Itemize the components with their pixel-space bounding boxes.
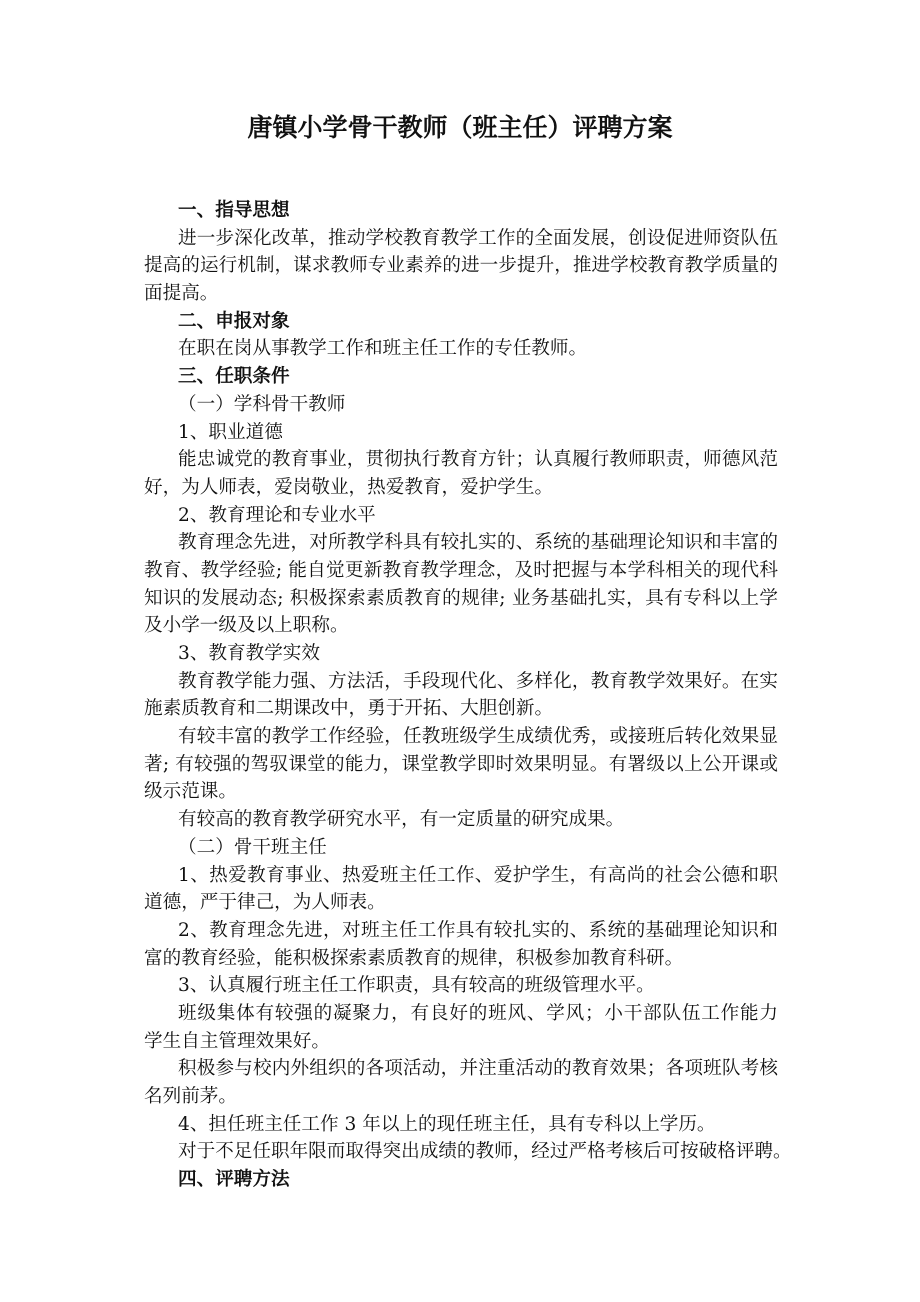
- paragraph: [144, 640, 778, 668]
- text-line: 级示范课。: [144, 781, 237, 803]
- text-line: 提高的运行机制，谋求教师专业素养的进一步提升，推进学校教育教学质量的: [144, 255, 778, 277]
- paragraph: [144, 806, 778, 834]
- paragraph: [144, 446, 778, 501]
- text-line: 著; 有较强的驾驭课堂的能力，课堂教学即时效果明显。有署级以上公开课或: [144, 753, 778, 775]
- text-line: 对于不足任职年限而取得突出成绩的教师，经过严格考核后可按破格评聘。: [178, 1141, 792, 1163]
- paragraph: [144, 862, 778, 917]
- paragraph: [144, 529, 778, 640]
- text-line: 积极参与校内外组织的各项活动，并注重活动的教育效果；各项班队考核: [178, 1058, 778, 1080]
- text-line: 教育教学能力强、方法活，手段现代化、多样化，教育教学效果好。在实: [178, 670, 778, 692]
- text-line: 2、教育理论和专业水平: [178, 504, 376, 526]
- text-line: 有较丰富的教学工作经验，任教班级学生成绩优秀，或接班后转化效果显: [178, 726, 778, 748]
- text-line: 学生自主管理效果好。: [144, 1030, 330, 1052]
- text-line: 三、任职条件: [178, 366, 290, 388]
- text-line: 施素质教育和二期课改中，勇于开拓、大胆创新。: [144, 698, 554, 720]
- text-line: 教育理念先进，对所教学科具有较扎实的、系统的基础理论知识和丰富的: [178, 532, 778, 554]
- text-line: 进一步深化改革，推动学校教育教学工作的全面发展，创设促进师资队伍: [178, 227, 778, 249]
- paragraph: [144, 391, 778, 419]
- text-line: 二、申报对象: [178, 310, 290, 332]
- text-line: 2、教育理念先进，对班主任工作具有较扎实的、系统的基础理论知识和: [178, 919, 778, 941]
- text-line: 班级集体有较强的凝聚力，有良好的班风、学风；小干部队伍工作能力: [178, 1002, 778, 1024]
- text-line: 名列前茅。: [144, 1086, 237, 1107]
- text-line: 四、评聘方法: [178, 1169, 290, 1191]
- text-line: 能忠诚党的教育事业，贯彻执行教育方针；认真履行教师职责，师德风范: [178, 449, 778, 471]
- paragraph: [144, 972, 778, 1000]
- text-line: 知识的发展动态; 积极探索素质教育的规律; 业务基础扎实，具有专科以上学: [144, 587, 778, 609]
- paragraph: [144, 502, 778, 530]
- text-line: 3、教育教学实效: [178, 643, 320, 664]
- paragraph: [144, 1055, 778, 1110]
- section-heading: [144, 363, 778, 391]
- text-line: 在职在岗从事教学工作和班主任工作的专任教师。: [178, 338, 588, 360]
- text-line: 富的教育经验，能积极探索素质教育的规律，积极参加教育科研。: [144, 947, 684, 969]
- text-line: 面提高。: [144, 283, 219, 305]
- text-line: 1、职业道德: [178, 421, 283, 443]
- section-heading: [144, 197, 778, 225]
- paragraph: [144, 834, 778, 862]
- paragraph: [144, 1138, 792, 1166]
- paragraph: [144, 225, 778, 308]
- paragraph: [144, 1000, 778, 1055]
- text-line: 道德，严于律己，为人师表。: [144, 892, 386, 914]
- text-line: 1、热爱教育事业、热爱班主任工作、爱护学生，有高尚的社会公德和职: [178, 864, 778, 886]
- document-body: [144, 197, 792, 1194]
- paragraph: [144, 723, 778, 806]
- text-line: 4、担任班主任工作 3 年以上的现任班主任，具有专科以上学历。: [178, 1113, 716, 1135]
- section-heading: [144, 1166, 778, 1194]
- section-heading: [144, 308, 778, 336]
- paragraph: [144, 1111, 778, 1139]
- text-line: 一、指导思想: [178, 200, 290, 221]
- text-line: 教育、教学经验; 能自觉更新教育教学理念，及时把握与本学科相关的现代科: [144, 559, 778, 581]
- text-line: 及小学一级及以上职称。: [144, 615, 349, 637]
- text-line: （二）骨干班主任: [178, 836, 327, 858]
- document-title: 唐镇小学骨干教师（班主任）评聘方案: [247, 113, 673, 142]
- paragraph: [144, 419, 778, 447]
- text-line: 有较高的教育教学研究水平，有一定质量的研究成果。: [178, 809, 625, 831]
- text-line: 好，为人师表，爱岗敬业，热爱教育，爱护学生。: [144, 476, 554, 498]
- paragraph: [144, 668, 778, 723]
- text-line: （一）学科骨干教师: [178, 393, 346, 415]
- paragraph: [144, 335, 778, 363]
- text-line: 3、认真履行班主任工作职责，具有较高的班级管理水平。: [178, 975, 655, 997]
- paragraph: [144, 917, 778, 972]
